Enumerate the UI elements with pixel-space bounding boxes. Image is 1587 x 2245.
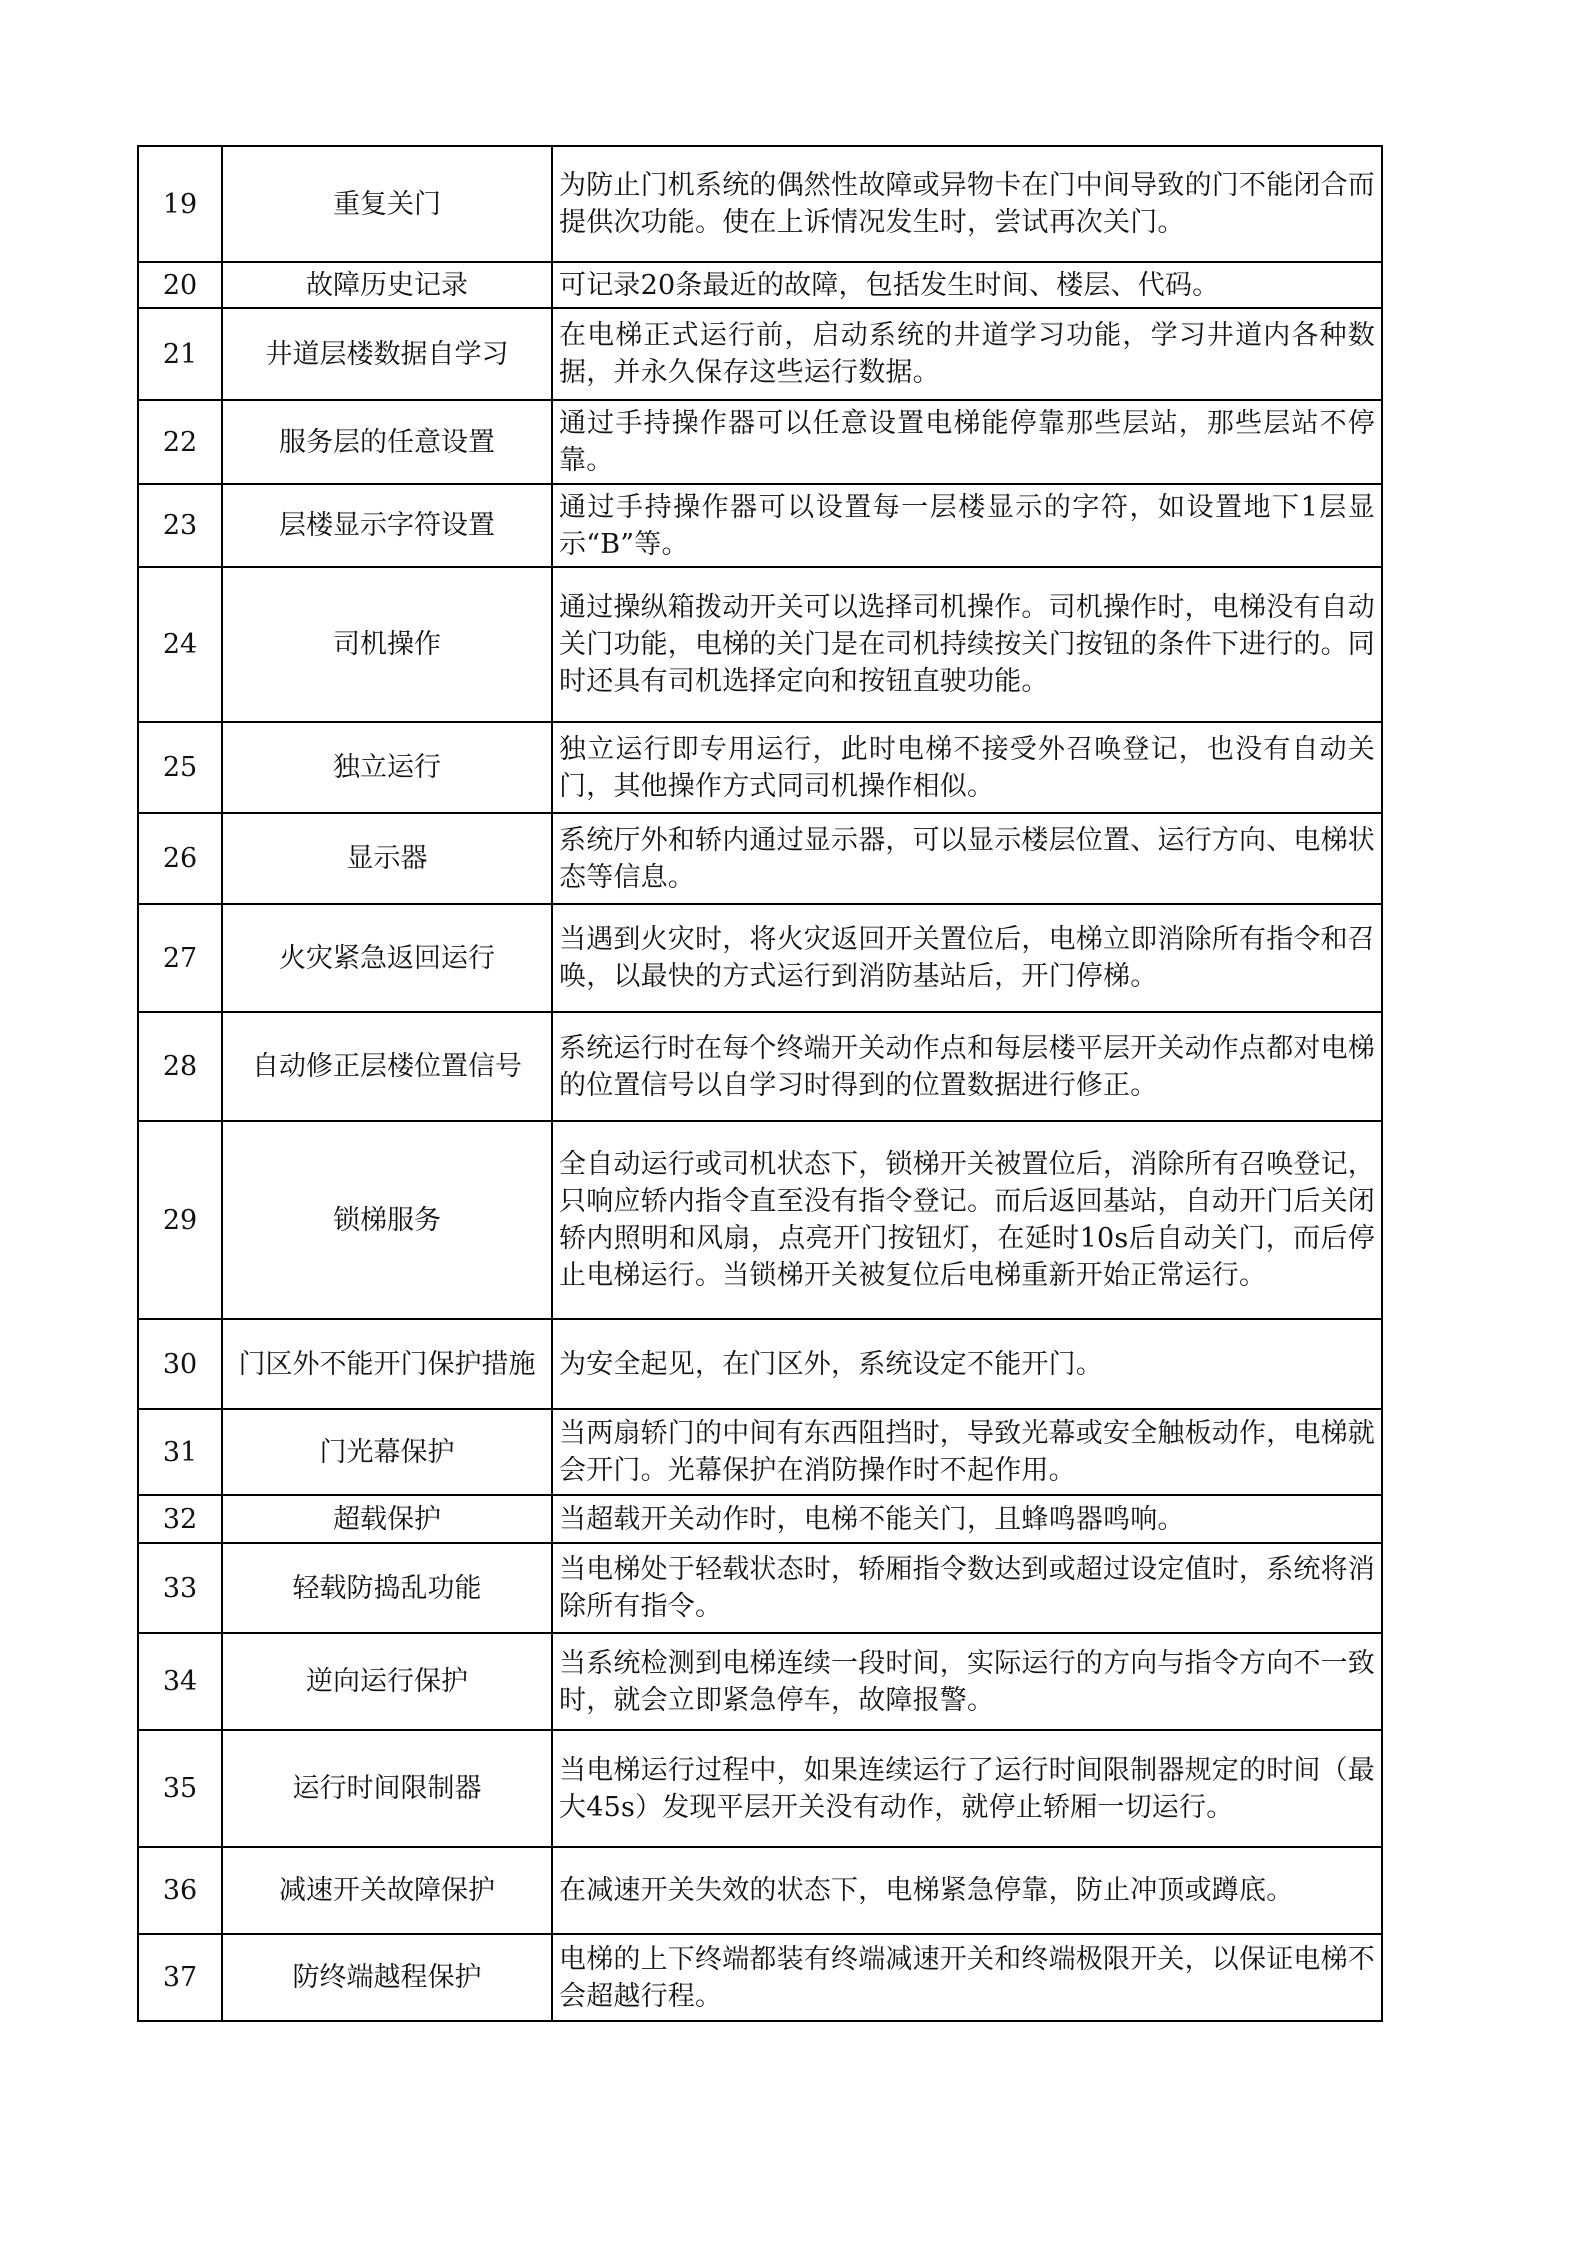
feature-description: 当电梯运行过程中，如果连续运行了运行时间限制器规定的时间（最大45s）发现平层开关没有动作，就停止轿厢一切运行。 bbox=[552, 1730, 1382, 1847]
feature-description: 当电梯处于轻载状态时，轿厢指令数达到或超过设定值时，系统将消除所有指令。 bbox=[552, 1543, 1382, 1633]
row-number: 36 bbox=[138, 1847, 222, 1934]
table-row bbox=[138, 567, 1382, 722]
row-number: 33 bbox=[138, 1543, 222, 1633]
row-number: 19 bbox=[138, 146, 222, 262]
feature-description: 通过操纵箱拨动开关可以选择司机操作。司机操作时，电梯没有自动关门功能，电梯的关门是在司机持续按关门按钮的条件下进行的。同时还具有司机选择定向和按钮直驶功能。 bbox=[552, 567, 1382, 722]
table-row bbox=[138, 146, 1382, 262]
feature-name: 门区外不能开门保护措施 bbox=[222, 1319, 552, 1409]
row-number: 27 bbox=[138, 904, 222, 1012]
row-number: 34 bbox=[138, 1633, 222, 1730]
feature-name: 运行时间限制器 bbox=[222, 1730, 552, 1847]
feature-description: 当两扇轿门的中间有东西阻挡时，导致光幕或安全触板动作，电梯就会开门。光幕保护在消防操作时不起作用。 bbox=[552, 1409, 1382, 1495]
feature-description: 当超载开关动作时，电梯不能关门，且蜂鸣器鸣响。 bbox=[552, 1495, 1382, 1543]
table-row bbox=[138, 1934, 1382, 2021]
feature-name: 轻载防捣乱功能 bbox=[222, 1543, 552, 1633]
row-number: 22 bbox=[138, 400, 222, 484]
row-number: 30 bbox=[138, 1319, 222, 1409]
feature-description: 电梯的上下终端都装有终端减速开关和终端极限开关，以保证电梯不会超越行程。 bbox=[552, 1934, 1382, 2021]
row-number: 25 bbox=[138, 722, 222, 813]
table-row bbox=[138, 262, 1382, 308]
feature-description: 为防止门机系统的偶然性故障或异物卡在门中间导致的门不能闭合而提供次功能。使在上诉情况发生时，尝试再次关门。 bbox=[552, 146, 1382, 262]
table-row bbox=[138, 722, 1382, 813]
row-number: 20 bbox=[138, 262, 222, 308]
table-row bbox=[138, 1319, 1382, 1409]
table-row bbox=[138, 1847, 1382, 1934]
feature-description: 通过手持操作器可以设置每一层楼显示的字符，如设置地下1层显示“B”等。 bbox=[552, 484, 1382, 567]
table-row bbox=[138, 1543, 1382, 1633]
feature-name: 减速开关故障保护 bbox=[222, 1847, 552, 1934]
row-number: 21 bbox=[138, 308, 222, 400]
feature-name: 门光幕保护 bbox=[222, 1409, 552, 1495]
row-number: 29 bbox=[138, 1121, 222, 1319]
feature-description: 为安全起见，在门区外，系统设定不能开门。 bbox=[552, 1319, 1382, 1409]
feature-description: 独立运行即专用运行，此时电梯不接受外召唤登记，也没有自动关门，其他操作方式同司机操作相似。 bbox=[552, 722, 1382, 813]
feature-name: 司机操作 bbox=[222, 567, 552, 722]
feature-name: 锁梯服务 bbox=[222, 1121, 552, 1319]
table-row bbox=[138, 1012, 1382, 1121]
table-row bbox=[138, 904, 1382, 1012]
feature-name: 超载保护 bbox=[222, 1495, 552, 1543]
table-row bbox=[138, 308, 1382, 400]
feature-name: 井道层楼数据自学习 bbox=[222, 308, 552, 400]
feature-name: 逆向运行保护 bbox=[222, 1633, 552, 1730]
feature-description: 通过手持操作器可以任意设置电梯能停靠那些层站，那些层站不停靠。 bbox=[552, 400, 1382, 484]
row-number: 37 bbox=[138, 1934, 222, 2021]
feature-table-body bbox=[138, 146, 1382, 2021]
feature-name: 重复关门 bbox=[222, 146, 552, 262]
table-row bbox=[138, 1409, 1382, 1495]
table-row bbox=[138, 1121, 1382, 1319]
row-number: 31 bbox=[138, 1409, 222, 1495]
table-row bbox=[138, 484, 1382, 567]
row-number: 23 bbox=[138, 484, 222, 567]
feature-description: 在减速开关失效的状态下，电梯紧急停靠，防止冲顶或蹲底。 bbox=[552, 1847, 1382, 1934]
row-number: 24 bbox=[138, 567, 222, 722]
feature-description: 系统厅外和轿内通过显示器，可以显示楼层位置、运行方向、电梯状态等信息。 bbox=[552, 813, 1382, 904]
row-number: 35 bbox=[138, 1730, 222, 1847]
feature-description: 在电梯正式运行前，启动系统的井道学习功能，学习井道内各种数据，并永久保存这些运行数据。 bbox=[552, 308, 1382, 400]
table-row bbox=[138, 1633, 1382, 1730]
table-row bbox=[138, 400, 1382, 484]
feature-name: 故障历史记录 bbox=[222, 262, 552, 308]
table-row bbox=[138, 1730, 1382, 1847]
feature-table bbox=[137, 145, 1383, 2022]
row-number: 28 bbox=[138, 1012, 222, 1121]
feature-description: 全自动运行或司机状态下，锁梯开关被置位后，消除所有召唤登记，只响应轿内指令直至没有指令登记。而后返回基站，自动开门后关闭轿内照明和风扇，点亮开门按钮灯，在延时10s后自动关门，而后停止电梯运行。当锁梯开关被复位后电梯重新开始正常运行。 bbox=[552, 1121, 1382, 1319]
feature-name: 层楼显示字符设置 bbox=[222, 484, 552, 567]
feature-name: 独立运行 bbox=[222, 722, 552, 813]
feature-description: 系统运行时在每个终端开关动作点和每层楼平层开关动作点都对电梯的位置信号以自学习时得到的位置数据进行修正。 bbox=[552, 1012, 1382, 1121]
row-number: 26 bbox=[138, 813, 222, 904]
feature-name: 防终端越程保护 bbox=[222, 1934, 552, 2021]
row-number: 32 bbox=[138, 1495, 222, 1543]
feature-name: 显示器 bbox=[222, 813, 552, 904]
feature-name: 自动修正层楼位置信号 bbox=[222, 1012, 552, 1121]
feature-description: 当遇到火灾时，将火灾返回开关置位后，电梯立即消除所有指令和召唤，以最快的方式运行到消防基站后，开门停梯。 bbox=[552, 904, 1382, 1012]
feature-description: 当系统检测到电梯连续一段时间，实际运行的方向与指令方向不一致时，就会立即紧急停车，故障报警。 bbox=[552, 1633, 1382, 1730]
table-row bbox=[138, 813, 1382, 904]
feature-name: 火灾紧急返回运行 bbox=[222, 904, 552, 1012]
table-row bbox=[138, 1495, 1382, 1543]
feature-name: 服务层的任意设置 bbox=[222, 400, 552, 484]
feature-description: 可记录20条最近的故障，包括发生时间、楼层、代码。 bbox=[552, 262, 1382, 308]
